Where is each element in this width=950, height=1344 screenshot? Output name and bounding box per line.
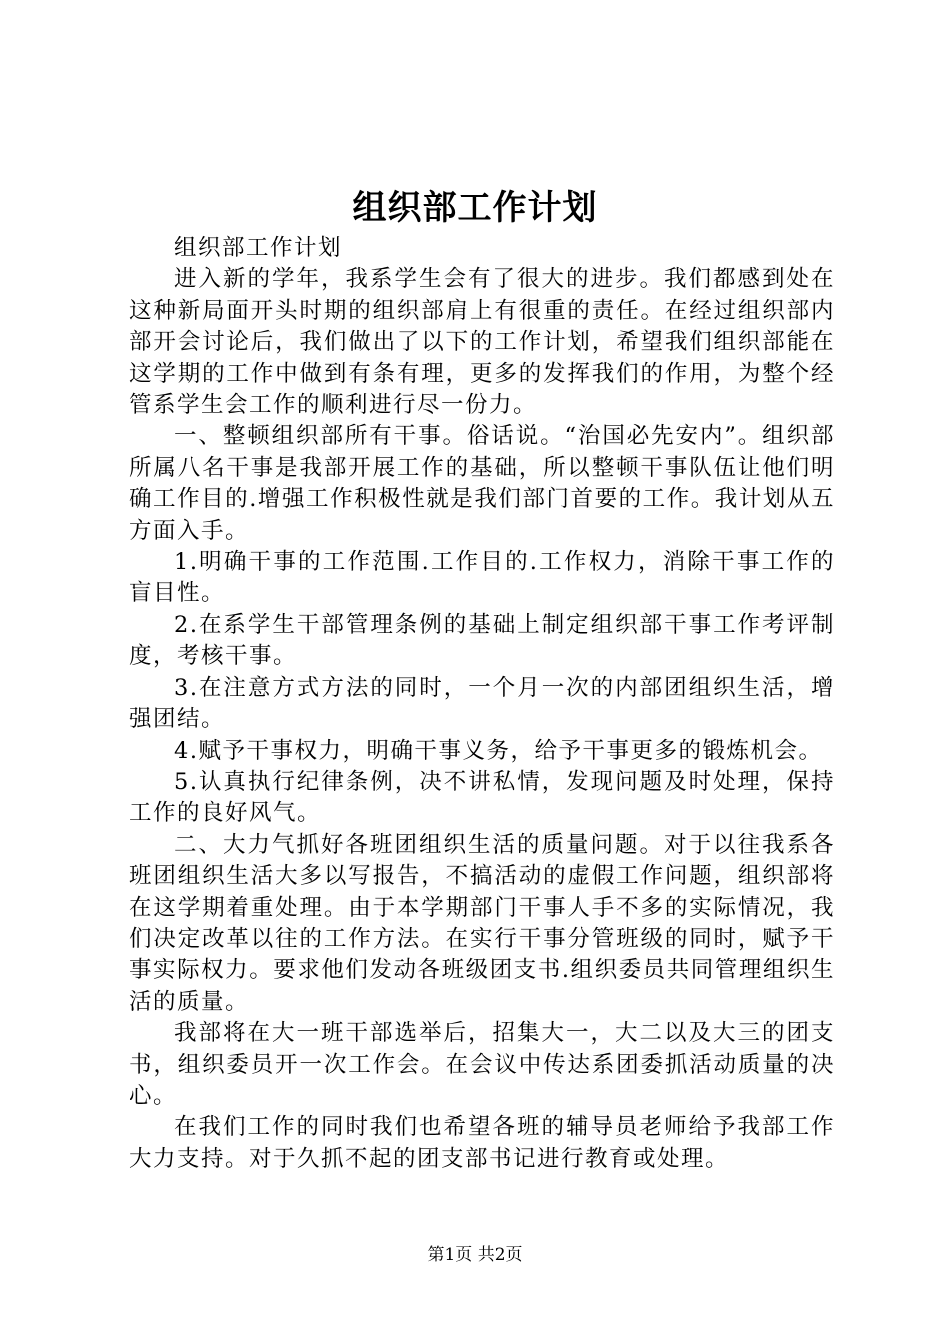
paragraph-item-4: 4.赋予干事权力，明确干事义务，给予干事更多的锻炼机会。 [174, 737, 823, 764]
page-number-footer: 第1页 共2页 [427, 1245, 523, 1265]
page-title: 组织部工作计划 [352, 188, 598, 228]
paragraph-item-2: 2.在系学生干部管理条例的基础上制定组织部干事工作考评制度，考核干事。 [129, 611, 835, 670]
paragraph-section-one: 一、整顿组织部所有干事。俗话说。“治国必先安内”。组织部所属八名干事是我部开展工作的基础，所以整顿干事队伍让他们明确工作目的.增强工作积极性就是我们部门首要的工作。我计划从五方面入手。 [129, 423, 835, 544]
document-body [129, 233, 835, 1175]
paragraph-intro: 进入新的学年，我系学生会有了很大的进步。我们都感到处在这种新局面开头时期的组织部肩上有很重的责任。在经过组织部内部开会讨论后，我们做出了以下的工作计划，希望我们组织部能在这学期的工作中做到有条有理，更多的发挥我们的作用，为整个经管系学生会工作的顺利进行尽一份力。 [129, 266, 835, 419]
paragraph-item-5: 5.认真执行纪律条例，决不讲私情，发现问题及时处理，保持工作的良好风气。 [129, 768, 835, 827]
paragraph-subtitle: 组织部工作计划 [174, 235, 343, 261]
paragraph-support: 在我们工作的同时我们也希望各班的辅导员老师给予我部工作大力支持。对于久抓不起的团支部书记进行教育或处理。 [129, 1114, 835, 1172]
paragraph-section-two: 二、大力气抓好各班团组织生活的质量问题。对于以往我系各班团组织生活大多以写报告，不搞活动的虚假工作问题，组织部将在这学期着重处理。由于本学期部门干事人手不多的实际情况，我们决定改革以往的工作方法。在实行干事分管班级的同时，赋予干事实际权力。要求他们发动各班级团支书.组织委员共同管理组织生活的质量。 [129, 831, 835, 1015]
paragraph-item-1: 1.明确干事的工作范围.工作目的.工作权力，消除干事工作的盲目性。 [129, 549, 835, 607]
paragraph-item-3: 3.在注意方式方法的同时，一个月一次的内部团组织生活，增强团结。 [129, 674, 835, 733]
paragraph-meeting: 我部将在大一班干部选举后，招集大一，大二以及大三的团支书，组织委员开一次工作会。在会议中传达系团委抓活动质量的决心。 [129, 1020, 835, 1109]
